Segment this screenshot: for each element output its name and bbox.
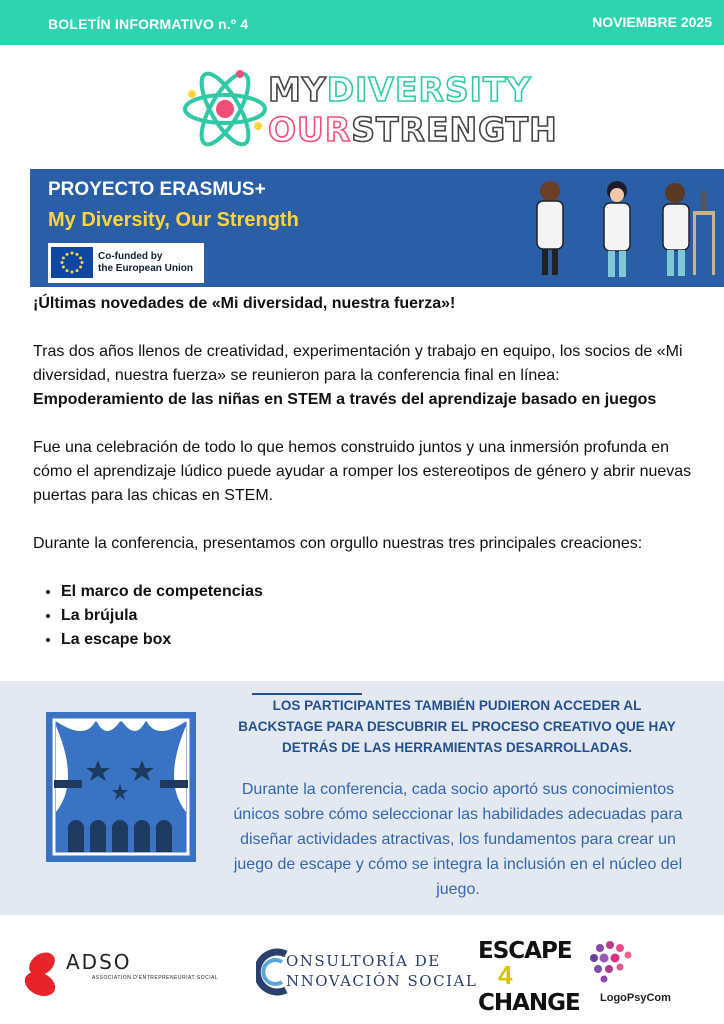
logo-line-2 <box>268 110 558 149</box>
e4c-number: 4 <box>498 960 513 990</box>
partner-logos <box>0 926 724 1024</box>
backstage-panel <box>0 681 724 915</box>
adso-subtitle: ASSOCIATION D'ENTREPRENEURIAT SOCIAL <box>92 975 219 981</box>
eu-line-1: Co-funded by <box>98 251 163 262</box>
logo-word-diversity: DIVERSITY <box>326 70 532 109</box>
eu-flag-icon <box>51 247 93 278</box>
article-title: ¡Últimas novedades de «Mi diversidad, nuestra fuerza»! <box>33 295 456 312</box>
project-banner <box>30 169 724 287</box>
banner-project-name: My Diversity, Our Strength <box>48 209 299 231</box>
banner-kicker: PROYECTO ERASMUS+ <box>48 179 266 200</box>
list-item: • La brújula <box>61 604 693 628</box>
eu-line-2: the European Union <box>98 263 193 274</box>
newsletter-number: BOLETÍN INFORMATIVO n.º 4 <box>48 16 249 32</box>
e4c-bottom: CHANGE <box>478 990 580 1016</box>
theatre-stage-icon <box>46 712 196 862</box>
logopsycom-dots-icon <box>588 940 640 988</box>
adso-name: ADSO <box>66 950 132 974</box>
list-item: • El marco de competencias <box>61 580 693 604</box>
eu-cofunded-text <box>98 251 193 275</box>
logo-word-my: MY <box>268 70 327 109</box>
logo-word-our: OUR <box>268 110 352 149</box>
creations-list <box>33 580 693 652</box>
logo-line-1 <box>268 70 531 109</box>
scientists-illustration <box>515 171 720 285</box>
eu-cofunded-badge <box>48 243 204 283</box>
backstage-body: Durante la conferencia, cada socio aportó sus conocimientos únicos sobre cómo seleccionar las habilidades adecuadas para diseñar actividades atractivas, los fundamentos para crear un juego de escape y cómo se integra la inclusión en el núcleo del juego. <box>233 781 683 898</box>
project-logo <box>180 64 558 154</box>
list-item: • La escape box <box>61 628 693 652</box>
logo-word-strength: STRENGTH <box>351 110 558 149</box>
e4c-top: ESCAPE <box>478 938 572 964</box>
backstage-heading: LOS PARTICIPANTES TAMBIÉN PUDIERON ACCEDER AL BACKSTAGE PARA DESCUBRIR EL PROCESO CREATIVO QUE HAY DETRÁS DE LAS HERRAMIENTAS DESARROLLADAS. <box>238 698 676 755</box>
article <box>33 292 693 652</box>
newsletter-date: NOVIEMBRE 2025 <box>592 14 712 30</box>
conference-title: Empoderamiento de las niñas en STEM a través del aprendizaje basado en juegos <box>33 391 657 408</box>
article-paragraph-3: Durante la conferencia, presentamos con orgullo nuestras tres principales creaciones: <box>33 535 643 552</box>
logopsycom-name: LogoPsyCom <box>600 992 671 1004</box>
cis-line-2: NNOVACIÓN SOCIAL <box>286 972 478 990</box>
article-paragraph-1: Tras dos años llenos de creatividad, experimentación y trabajo en equipo, los socios de «Mi diversidad, nuestra fuerza» se reunieron para la conferencia final en línea: <box>33 343 683 384</box>
atom-icon <box>180 64 270 154</box>
newsletter-header-bar <box>0 0 724 45</box>
cis-emblem-icon <box>256 948 290 996</box>
article-paragraph-2: Fue una celebración de todo lo que hemos construido juntos y una inmersión profunda en cómo el aprendizaje lúdico puede ayudar a romper los estereotipos de género y abrir nuevas puertas para las chicas en STEM. <box>33 439 692 504</box>
adso-leaf-icon <box>22 946 70 998</box>
cis-line-1: ONSULTORÍA DE <box>286 952 441 970</box>
